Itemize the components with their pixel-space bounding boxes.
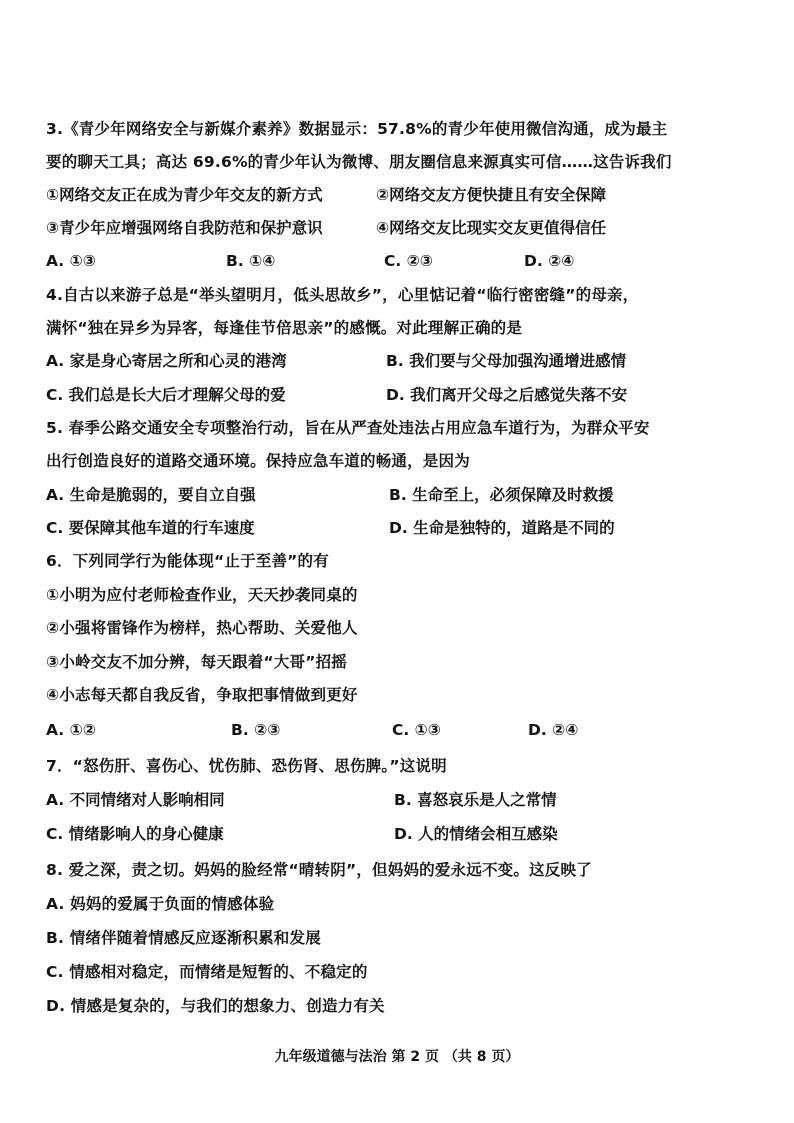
q7-options-row-1 xyxy=(46,790,746,810)
q8-option-d: D. 情感是复杂的，与我们的想象力、创造力有关 xyxy=(46,997,385,1015)
q3-stem-line-2: 要的聊天工具；高达 69.6%的青少年认为微博、朋友圈信息来源真实可信……这告诉我们 xyxy=(46,153,672,171)
q3-option-a: A. ①③ xyxy=(46,252,96,270)
q5-stem-line-2: 出行创造良好的道路交通环境。保持应急车道的畅通，是因为 xyxy=(46,452,470,470)
q4-options-row-1 xyxy=(46,351,746,371)
q3-item-4: ④网络交友比现实交友更值得信任 xyxy=(376,219,607,237)
q4-stem-line-2: 满怀“独在异乡为异客，每逢佳节倍思亲”的感慨。对此理解正确的是 xyxy=(46,319,523,337)
q5-options-row-2 xyxy=(46,518,746,538)
q4-option-b: B. 我们要与父母加强沟通增进感情 xyxy=(386,352,627,370)
q6-option-c: C. ①③ xyxy=(392,721,441,739)
q3-option-b: B. ①④ xyxy=(226,252,276,270)
q4-option-c: C. 我们总是长大后才理解父母的爱 xyxy=(46,386,286,404)
q4-option-a: A. 家是身心寄居之所和心灵的港湾 xyxy=(46,352,287,370)
q8-option-a: A. 妈妈的爱属于负面的情感体验 xyxy=(46,895,275,913)
q6-option-a: A. ①② xyxy=(46,721,96,739)
q6-item-2: ②小强将雷锋作为榜样，热心帮助、关爱他人 xyxy=(46,619,358,637)
q6-options xyxy=(46,720,746,740)
q5-option-d: D. 生命是独特的，道路是不同的 xyxy=(389,519,615,537)
q3-item-2: ②网络交友方便快捷且有安全保障 xyxy=(376,186,607,204)
q6-option-d: D. ②④ xyxy=(528,721,579,739)
q7-stem: 7．“怒伤肝、喜伤心、忧伤肺、恐伤肾、思伤脾。”这说明 xyxy=(46,757,447,775)
q6-item-4: ④小志每天都自我反省，争取把事情做到更好 xyxy=(46,686,358,704)
q8-option-b: B. 情绪伴随着情感反应逐渐积累和发展 xyxy=(46,929,321,947)
q7-options-row-2 xyxy=(46,824,746,844)
q8-stem: 8. 爱之深，责之切。妈妈的脸经常“晴转阴”，但妈妈的爱永远不变。这反映了 xyxy=(46,861,592,879)
q3-option-c: C. ②③ xyxy=(384,252,433,270)
q7-option-a: A. 不同情绪对人影响相同 xyxy=(46,791,225,809)
q5-stem-line-1: 5. 春季公路交通安全专项整治行动，旨在从严查处违法占用应急车道行为，为群众平安 xyxy=(46,419,650,437)
q4-option-d: D. 我们离开父母之后感觉失落不安 xyxy=(386,386,628,404)
q3-stem-line-1: 3.《青少年网络安全与新媒介素养》数据显示：57.8%的青少年使用微信沟通，成为最主 xyxy=(46,120,668,138)
q3-option-d: D. ②④ xyxy=(524,252,575,270)
q5-option-a: A. 生命是脆弱的，要自立自强 xyxy=(46,486,256,504)
q7-option-b: B. 喜怒哀乐是人之常情 xyxy=(394,791,557,809)
q3-item-3: ③青少年应增强网络自我防范和保护意识 xyxy=(46,219,323,237)
q5-options-row-1 xyxy=(46,485,746,505)
q7-option-d: D. 人的情绪会相互感染 xyxy=(394,825,558,843)
page-footer: 九年级道德与法治 第 2 页 （共 8 页） xyxy=(274,1049,520,1065)
q3-items-row-2 xyxy=(46,218,746,238)
q6-item-3: ③小岭交友不加分辨，每天跟着“大哥”招摇 xyxy=(46,653,347,671)
q4-options-row-2 xyxy=(46,385,746,405)
q6-stem: 6．下列同学行为能体现“止于至善”的有 xyxy=(46,552,329,570)
q3-item-1: ①网络交友正在成为青少年交友的新方式 xyxy=(46,186,323,204)
q4-stem-line-1: 4.自古以来游子总是“举头望明月，低头思故乡”，心里惦记着“临行密密缝”的母亲， xyxy=(46,286,639,304)
q6-option-b: B. ②③ xyxy=(231,721,281,739)
q5-option-c: C. 要保障其他车道的行车速度 xyxy=(46,519,255,537)
q3-items-row-1 xyxy=(46,185,746,205)
q3-options xyxy=(46,251,746,271)
q6-item-1: ①小明为应付老师检查作业，天天抄袭同桌的 xyxy=(46,586,358,604)
q7-option-c: C. 情绪影响人的身心健康 xyxy=(46,825,224,843)
q5-option-b: B. 生命至上，必须保障及时救援 xyxy=(389,486,614,504)
q8-option-c: C. 情感相对稳定，而情绪是短暂的、不稳定的 xyxy=(46,963,368,981)
